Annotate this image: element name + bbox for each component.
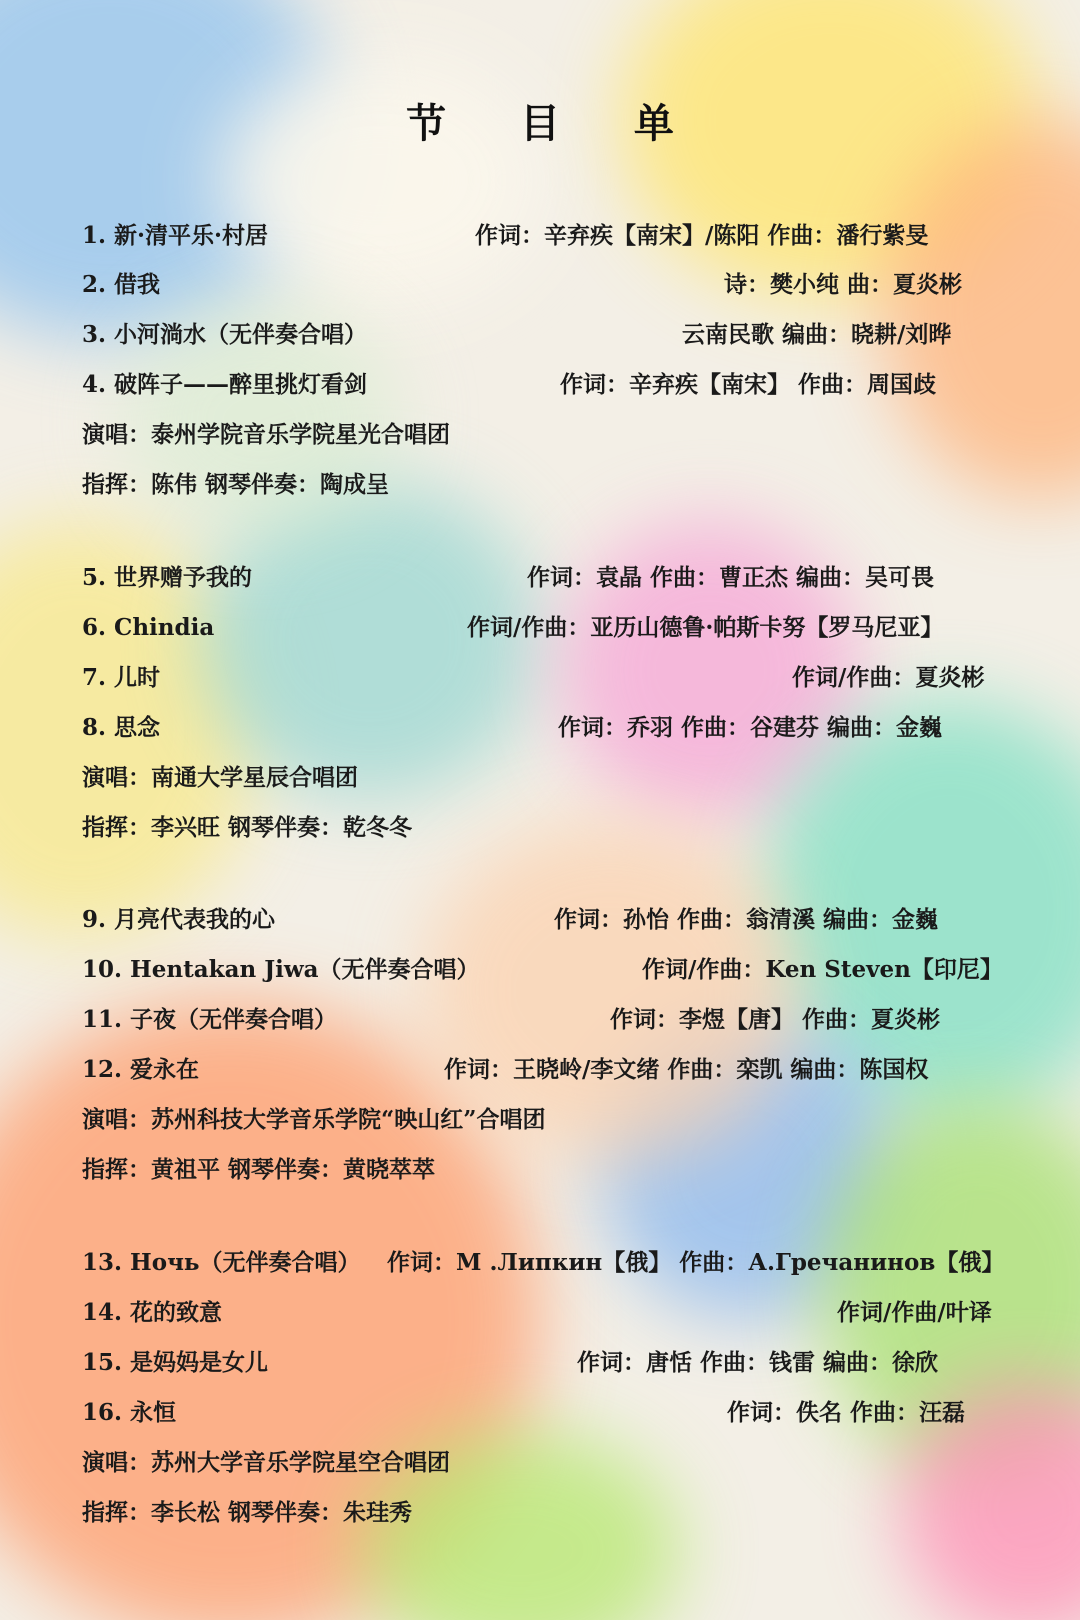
program-row — [82, 1052, 1002, 1088]
program-credits: 作词：佚名 作曲：汪磊 — [727, 1399, 966, 1426]
performer-text: 演唱：泰州学院音乐学院星光合唱团 — [82, 421, 450, 448]
program-row — [82, 218, 1002, 254]
program-title: 8. 思念 — [82, 714, 161, 741]
program-row — [82, 560, 1002, 596]
program-title: 5. 世界赠予我的 — [82, 564, 253, 591]
program-row — [82, 952, 1002, 988]
program-title: 1. 新·清平乐·村居 — [82, 222, 269, 249]
program-credits: 作词：孙怡 作曲：翁清溪 编曲：金巍 — [554, 906, 939, 933]
performer-text: 演唱：苏州科技大学音乐学院“映山红”合唱团 — [82, 1106, 546, 1133]
program-row — [82, 710, 1002, 746]
program-row — [82, 902, 1002, 938]
program-credits: 作词：李煜【唐】 作曲：夏炎彬 — [610, 1006, 941, 1033]
program-credits: 作词：乔羽 作曲：谷建芬 编曲：金巍 — [558, 714, 943, 741]
conductor-line — [82, 1495, 1002, 1531]
program-title: 2. 借我 — [82, 271, 161, 298]
program-credits: 诗：樊小纯 曲：夏炎彬 — [724, 271, 963, 298]
performer-line — [82, 760, 1002, 796]
program-credits: 作词：袁晶 作曲：曹正杰 编曲：吴可畏 — [527, 564, 935, 591]
performer-line — [82, 1102, 1002, 1138]
conductor-line — [82, 810, 1002, 846]
performer-line — [82, 1445, 1002, 1481]
conductor-text: 指挥：李长松 钢琴伴奏：朱珪秀 — [82, 1499, 413, 1526]
program-title: 4. 破阵子——醉里挑灯看剑 — [82, 371, 368, 398]
program-row — [82, 660, 1002, 696]
conductor-text: 指挥：李兴旺 钢琴伴奏：乾冬冬 — [82, 814, 413, 841]
program-title: 10. Hentakan Jiwa（无伴奏合唱） — [82, 956, 480, 983]
program-credits: 作词：辛弃疾【南宋】 作曲：周国歧 — [560, 371, 937, 398]
program-credits: 作词/作曲/叶译 — [837, 1299, 992, 1326]
performer-text: 演唱：苏州大学音乐学院星空合唱团 — [82, 1449, 450, 1476]
program-row — [82, 267, 1002, 303]
program-title: 15. 是妈妈是女儿 — [82, 1349, 269, 1376]
program-credits: 作词：唐恬 作曲：钱雷 编曲：徐欣 — [577, 1349, 939, 1376]
conductor-text: 指挥：黄祖平 钢琴伴奏：黄晓萃萃 — [82, 1156, 436, 1183]
program-row — [82, 1395, 1002, 1431]
program-row — [82, 1295, 1002, 1331]
program-title: 11. 子夜（无伴奏合唱） — [82, 1006, 338, 1033]
program-row — [82, 367, 1002, 403]
program-title: 12. 爱永在 — [82, 1056, 200, 1083]
program-row — [82, 610, 1002, 646]
program-row — [82, 317, 1002, 353]
conductor-line — [82, 1152, 1002, 1188]
program-title: 9. 月亮代表我的心 — [82, 906, 276, 933]
program-title: 16. 永恒 — [82, 1399, 177, 1426]
program-credits: 作词/作曲：夏炎彬 — [792, 664, 985, 691]
program-credits: 作词：М .Липкин【俄】 作曲：А.Гречанинов【俄】 — [387, 1249, 1005, 1276]
program-credits: 作词：王晓岭/李文绪 作曲：栾凯 编曲：陈国权 — [444, 1056, 929, 1083]
program-title: 3. 小河淌水（无伴奏合唱） — [82, 321, 368, 348]
program-row — [82, 1345, 1002, 1381]
performer-text: 演唱：南通大学星辰合唱团 — [82, 764, 358, 791]
program-credits: 作词/作曲：Ken Steven【印尼】 — [642, 956, 1003, 983]
conductor-line — [82, 467, 1002, 503]
program-title: 7. 儿时 — [82, 664, 161, 691]
program-credits: 云南民歌 编曲：晓耕/刘晔 — [682, 321, 952, 348]
program-row — [82, 1002, 1002, 1038]
page-title: 节 目 单 — [406, 101, 704, 147]
program-row — [82, 1245, 1005, 1281]
program-credits: 作词：辛弃疾【南宋】/陈阳 作曲：潘行紫旻 — [475, 222, 929, 249]
performer-line — [82, 417, 1002, 453]
program-credits: 作词/作曲：亚历山德鲁·帕斯卡努【罗马尼亚】 — [467, 614, 944, 641]
program-title: 14. 花的致意 — [82, 1299, 223, 1326]
program-title: 6. Chindia — [82, 614, 215, 641]
program-title: 13. Ночь（无伴奏合唱） — [82, 1249, 361, 1276]
conductor-text: 指挥：陈伟 钢琴伴奏：陶成呈 — [82, 471, 390, 498]
